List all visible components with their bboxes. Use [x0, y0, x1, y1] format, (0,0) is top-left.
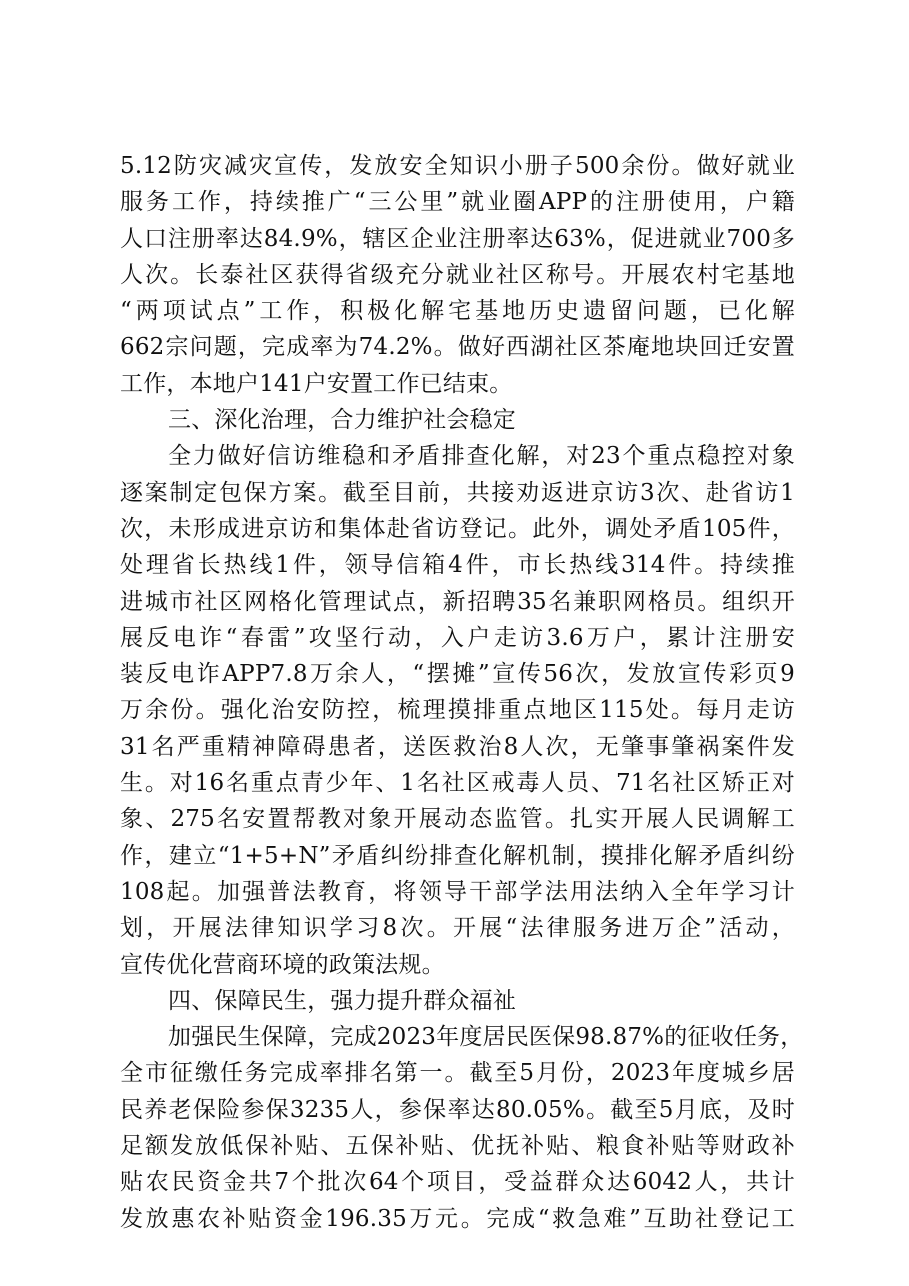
text-line: “两项试点”工作，积极化解宅基地历史遗留问题，已化解 [120, 298, 795, 325]
text-line: 万余份。强化治安防控，梳理摸排重点地区115处。每月走访 [120, 697, 795, 724]
text-line: 宣传优化营商环境的政策法规。 [120, 951, 445, 978]
text-line: 处理省长热线1件，领导信箱4件，市长热线314件。持续推 [120, 552, 795, 579]
text-line: 装反电诈APP7.8万余人，“摆摊”宣传56次，发放宣传彩页9 [120, 661, 795, 688]
text-line: 人口注册率达84.9%，辖区企业注册率达63%，促进就业700多 [120, 225, 795, 252]
section-heading: 三、深化治理，合力维护社会稳定 [168, 407, 516, 434]
text-line: 划，开展法律知识学习8次。开展“法律服务进万企”活动， [120, 915, 795, 942]
section-heading: 四、保障民生，强力提升群众福祉 [168, 987, 516, 1014]
text-line: 象、275名安置帮教对象开展动态监管。扎实开展人民调解工 [120, 806, 795, 833]
text-line: 作，建立“1+5+N”矛盾纠纷排查化解机制，摸排化解矛盾纠纷 [120, 842, 795, 869]
text-line: 31名严重精神障碍患者，送医救治8人次，无肇事肇祸案件发 [120, 733, 795, 760]
text-line: 5.12防灾减灾宣传，发放安全知识小册子500余份。做好就业 [120, 153, 795, 179]
text-line: 工作，本地户141户安置工作已结束。 [120, 370, 513, 397]
text-line: 662宗问题，完成率为74.2%。做好西湖社区茶庵地块回迁安置 [120, 334, 795, 361]
text-line: 逐案制定包保方案。截至目前，共接劝返进京访3次、赴省访1 [120, 479, 795, 506]
text-line: 足额发放低保补贴、五保补贴、优抚补贴、粮食补贴等财政补 [120, 1133, 795, 1160]
text-line: 民养老保险参保3235人，参保率达80.05%。截至5月底，及时 [120, 1096, 795, 1123]
text-line: 展反电诈“春雷”攻坚行动，入户走访3.6万户，累计注册安 [120, 624, 795, 651]
paragraph-first-line: 全力做好信访维稳和矛盾排查化解，对23个重点稳控对象 [168, 443, 795, 470]
text-line: 108起。加强普法教育，将领导干部学法用法纳入全年学习计 [120, 878, 795, 905]
paragraph-first-line: 加强民生保障，完成2023年度居民医保98.87%的征收任务， [168, 1024, 804, 1051]
text-line: 人次。长泰社区获得省级充分就业社区称号。开展农村宅基地 [120, 261, 795, 288]
text-line: 服务工作，持续推广“三公里”就业圈APP的注册使用，户籍 [120, 189, 795, 216]
text-line: 生。对16名重点青少年、1名社区戒毒人员、71名社区矫正对 [120, 770, 795, 797]
text-line: 贴农民资金共7个批次64个项目，受益群众达6042人，共计 [120, 1169, 795, 1196]
text-line: 进城市社区网格化管理试点，新招聘35名兼职网格员。组织开 [120, 588, 795, 615]
text-line: 次，未形成进京访和集体赴省访登记。此外，调处矛盾105件， [120, 515, 795, 542]
body-text [120, 148, 804, 1237]
text-line: 发放惠农补贴资金196.35万元。完成“救急难”互助社登记工 [120, 1205, 795, 1232]
text-line: 全市征缴任务完成率排名第一。截至5月份，2023年度城乡居 [120, 1060, 795, 1087]
